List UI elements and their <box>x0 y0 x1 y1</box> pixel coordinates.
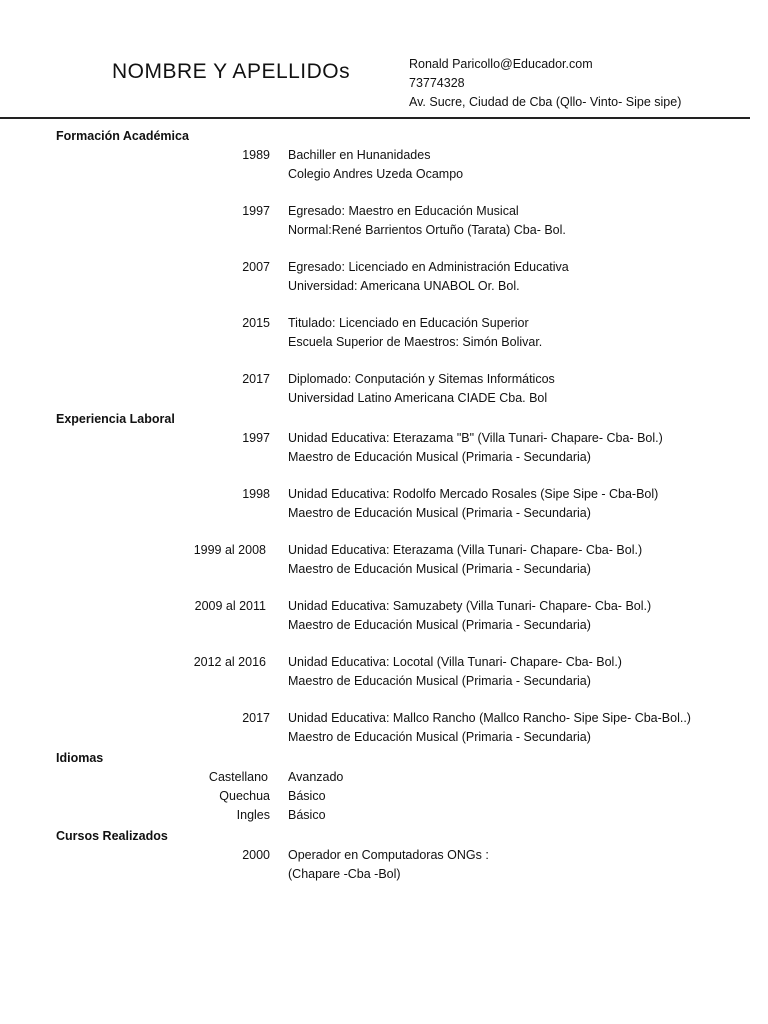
section-title-languages: Idiomas <box>56 751 104 765</box>
education-year: 2017 <box>242 372 270 386</box>
experience-entry <box>0 597 768 635</box>
course-line2: (Chapare -Cba -Bol) <box>288 867 401 881</box>
experience-line1: Unidad Educativa: Rodolfo Mercado Rosales (Sipe Sipe - Cba-Bol) <box>288 487 659 501</box>
experience-line1: Unidad Educativa: Samuzabety (Villa Tunari- Chapare- Cba- Bol.) <box>288 599 652 613</box>
education-entry <box>0 258 768 296</box>
experience-line1: Unidad Educativa: Locotal (Villa Tunari- Chapare- Cba- Bol.) <box>288 655 622 669</box>
language-name: Ingles <box>236 808 270 822</box>
course-line1: Operador en Computadoras ONGs : <box>288 848 489 862</box>
education-desc <box>288 258 569 296</box>
section-title-experience: Experiencia Laboral <box>56 412 175 426</box>
education-line2: Universidad Latino Americana CIADE Cba. Bol <box>288 391 548 405</box>
education-entry <box>0 202 768 240</box>
education-desc <box>288 146 463 184</box>
experience-desc <box>288 597 651 635</box>
education-year: 2015 <box>242 316 270 330</box>
experience-line2: Maestro de Educación Musical (Primaria - Secundaria) <box>288 506 591 520</box>
education-desc <box>288 314 542 352</box>
course-year: 2000 <box>242 848 270 862</box>
experience-entry <box>0 709 768 747</box>
experience-year: 2017 <box>242 711 270 725</box>
education-line1: Bachiller en Hunanidades <box>288 148 431 162</box>
education-line2: Colegio Andres Uzeda Ocampo <box>288 167 464 181</box>
experience-desc <box>288 541 642 579</box>
experience-line1: Unidad Educativa: Eterazama (Villa Tunari- Chapare- Cba- Bol.) <box>288 543 643 557</box>
education-line2: Normal:René Barrientos Ortuño (Tarata) Cba- Bol. <box>288 223 566 237</box>
language-level: Básico <box>288 789 326 803</box>
education-line1: Egresado: Licenciado en Administración Educativa <box>288 260 569 274</box>
language-row <box>0 768 768 787</box>
education-entry <box>0 370 768 408</box>
experience-line2: Maestro de Educación Musical (Primaria - Secundaria) <box>288 618 591 632</box>
education-line1: Egresado: Maestro en Educación Musical <box>288 204 519 218</box>
experience-year: 2012 al 2016 <box>193 655 266 669</box>
experience-line2: Maestro de Educación Musical (Primaria - Secundaria) <box>288 562 591 576</box>
course-desc <box>288 846 489 884</box>
language-row <box>0 806 768 825</box>
education-entry <box>0 314 768 352</box>
experience-line2: Maestro de Educación Musical (Primaria - Secundaria) <box>288 674 591 688</box>
language-name: Quechua <box>219 789 270 803</box>
experience-year: 1997 <box>242 431 270 445</box>
experience-line1: Unidad Educativa: Eterazama "B" (Villa Tunari- Chapare- Cba- Bol.) <box>288 431 663 445</box>
experience-entry <box>0 541 768 579</box>
education-desc <box>288 202 566 240</box>
education-line2: Universidad: Americana UNABOL Or. Bol. <box>288 279 520 293</box>
header-divider <box>0 117 750 119</box>
experience-desc <box>288 429 663 467</box>
experience-line2: Maestro de Educación Musical (Primaria - Secundaria) <box>288 730 591 744</box>
education-desc <box>288 370 555 408</box>
education-year: 1989 <box>242 148 270 162</box>
education-entry <box>0 146 768 184</box>
education-year: 2007 <box>242 260 270 274</box>
experience-year: 1998 <box>242 487 270 501</box>
name-title: NOMBRE Y APELLIDOs <box>112 60 351 83</box>
language-row <box>0 787 768 806</box>
language-level: Avanzado <box>288 770 344 784</box>
education-year: 1997 <box>242 204 270 218</box>
education-line1: Titulado: Licenciado en Educación Superior <box>288 316 529 330</box>
experience-line1: Unidad Educativa: Mallco Rancho (Mallco Rancho- Sipe Sipe- Cba-Bol..) <box>288 711 691 725</box>
experience-desc <box>288 709 691 747</box>
education-line1: Diplomado: Conputación y Sitemas Informáticos <box>288 372 555 386</box>
experience-entry <box>0 485 768 523</box>
phone-text: 73774328 <box>409 76 465 90</box>
address-text: Av. Sucre, Ciudad de Cba (Qllo- Vinto- Sipe sipe) <box>409 95 682 109</box>
section-title-education: Formación Académica <box>56 129 189 143</box>
cv-body <box>0 125 768 884</box>
experience-entry <box>0 653 768 691</box>
language-level: Básico <box>288 808 326 822</box>
experience-entry <box>0 429 768 467</box>
language-name: Castellano <box>208 770 268 784</box>
education-line2: Escuela Superior de Maestros: Simón Bolivar. <box>288 335 543 349</box>
experience-year: 1999 al 2008 <box>193 543 266 557</box>
section-title-courses: Cursos Realizados <box>56 829 168 843</box>
experience-desc <box>288 485 658 523</box>
course-entry <box>0 846 768 884</box>
experience-desc <box>288 653 622 691</box>
experience-line2: Maestro de Educación Musical (Primaria - Secundaria) <box>288 450 591 464</box>
experience-year: 2009 al 2011 <box>194 599 266 613</box>
contact-block <box>409 55 681 112</box>
email-text: Ronald Paricollo@Educador.com <box>409 57 593 71</box>
